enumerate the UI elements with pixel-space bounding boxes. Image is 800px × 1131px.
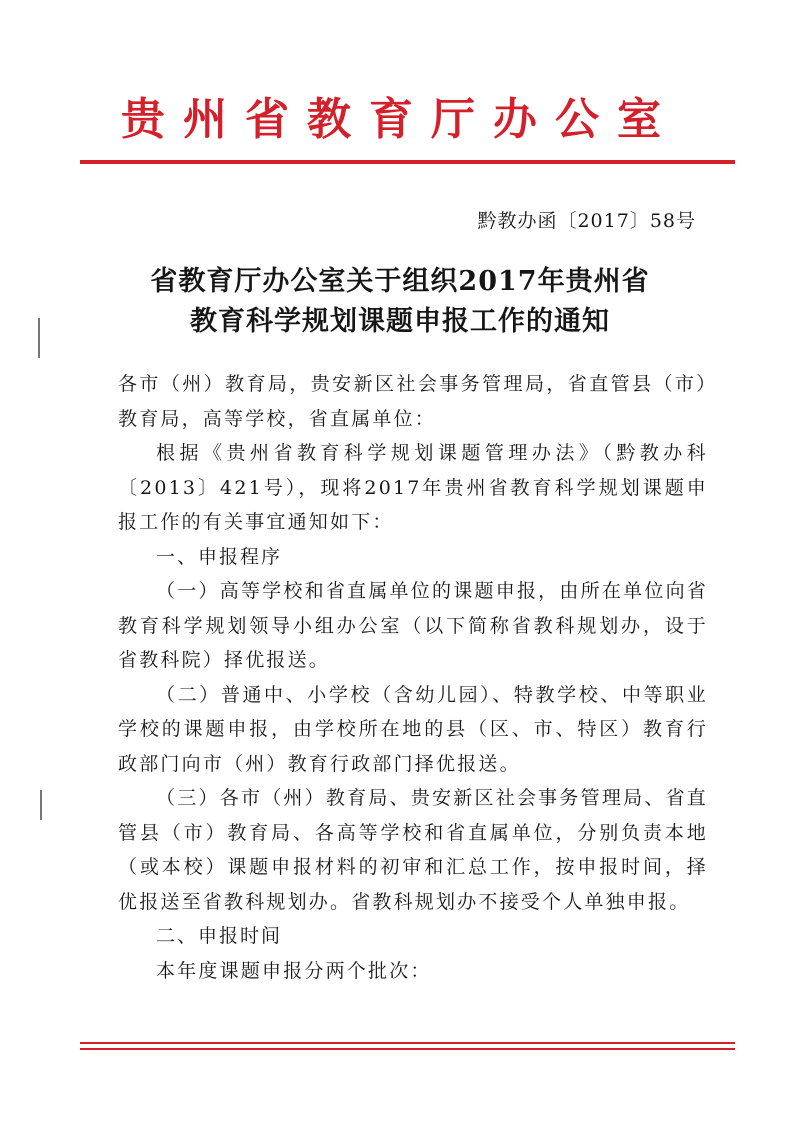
footer-red-rule-bottom bbox=[80, 1048, 735, 1050]
scan-mark bbox=[38, 318, 40, 358]
scan-mark bbox=[40, 790, 42, 820]
section-1-item-3: （三）各市（州）教育局、贵安新区社会事务管理局、省直管县（市）教育局、各高等学校和省直属单位，分别负责本地（或本校）课题申报材料的初审和汇总工作，按申报时间，择优报送至省教科规划办。省教科规划办不接受个人单独申报。 bbox=[118, 787, 708, 913]
section-2-intro: 本年度课题申报分两个批次： bbox=[156, 959, 432, 982]
document-number: 黔教办函〔2017〕58号 bbox=[477, 210, 696, 232]
office-letterhead-title: 贵州省教育厅办公室 bbox=[121, 94, 679, 145]
document-title bbox=[60, 262, 740, 342]
document-title-line-2: 教育科学规划课题申报工作的通知 bbox=[190, 306, 610, 337]
section-1-heading: 一、申报程序 bbox=[156, 545, 283, 568]
footer-red-rule-top bbox=[80, 1042, 735, 1044]
section-2-heading: 二、申报时间 bbox=[156, 925, 283, 947]
section-1-item-1: （一）高等学校和省直属单位的课题申报，由所在单位向省教育科学规划领导小组办公室（以下简称省教科规划办，设于省教科院）择优报送。 bbox=[118, 580, 708, 671]
document-body bbox=[118, 367, 708, 988]
section-1-item-2: （二）普通中、小学校（含幼儿园）、特教学校、中等职业学校的课题申报，由学校所在地的县（区、市、特区）教育行政部门向市（州）教育行政部门择优报送。 bbox=[118, 683, 708, 775]
intro-paragraph: 根据《贵州省教育科学规划课题管理办法》（黔教办科〔2013〕421号），现将2017年贵州省教育科学规划课题申报工作的有关事宜通知如下： bbox=[118, 442, 708, 533]
letterhead-red-rule bbox=[80, 160, 735, 164]
document-title-line-1: 省教育厅办公室关于组织2017年贵州省 bbox=[150, 266, 650, 297]
recipients-paragraph: 各市（州）教育局，贵安新区社会事务管理局，省直管县（市）教育局，高等学校，省直属单位： bbox=[118, 373, 708, 430]
